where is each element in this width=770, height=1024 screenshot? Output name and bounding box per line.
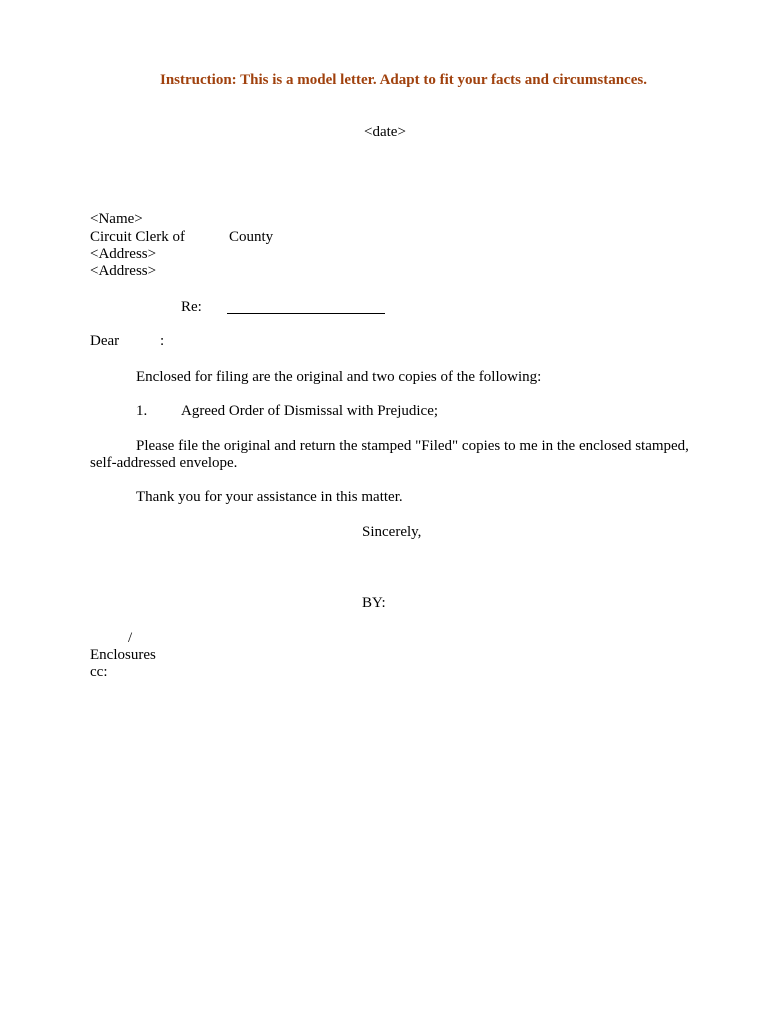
- recipient-county: County: [229, 229, 274, 245]
- salutation-colon: :: [160, 333, 165, 349]
- re-blank-line: [227, 312, 385, 314]
- footer-initials-slash: /: [128, 630, 133, 646]
- recipient-address-2: <Address>: [90, 263, 157, 279]
- re-label: Re:: [181, 299, 202, 315]
- date-placeholder: <date>: [364, 124, 406, 140]
- list-item-text: Agreed Order of Dismissal with Prejudice;: [181, 403, 439, 419]
- recipient-clerk-prefix: Circuit Clerk of: [90, 229, 185, 245]
- body-request-line-2: self-addressed envelope.: [90, 455, 238, 471]
- salutation-dear: Dear: [90, 333, 120, 349]
- body-thanks: Thank you for your assistance in this matter.: [136, 489, 403, 505]
- closing-by: BY:: [362, 595, 386, 611]
- footer-cc: cc:: [90, 664, 108, 680]
- closing-sincerely: Sincerely,: [362, 524, 422, 540]
- list-item-number: 1.: [136, 403, 148, 419]
- recipient-address-1: <Address>: [90, 246, 157, 262]
- body-request-line-1: Please file the original and return the stamped "Filed" copies to me in the enclosed stamped,: [136, 438, 689, 454]
- instruction-heading: Instruction: This is a model letter. Adapt to fit your facts and circumstances.: [160, 72, 647, 88]
- body-intro: Enclosed for filing are the original and two copies of the following:: [136, 369, 542, 385]
- recipient-name: <Name>: [90, 211, 143, 227]
- footer-enclosures: Enclosures: [90, 647, 156, 663]
